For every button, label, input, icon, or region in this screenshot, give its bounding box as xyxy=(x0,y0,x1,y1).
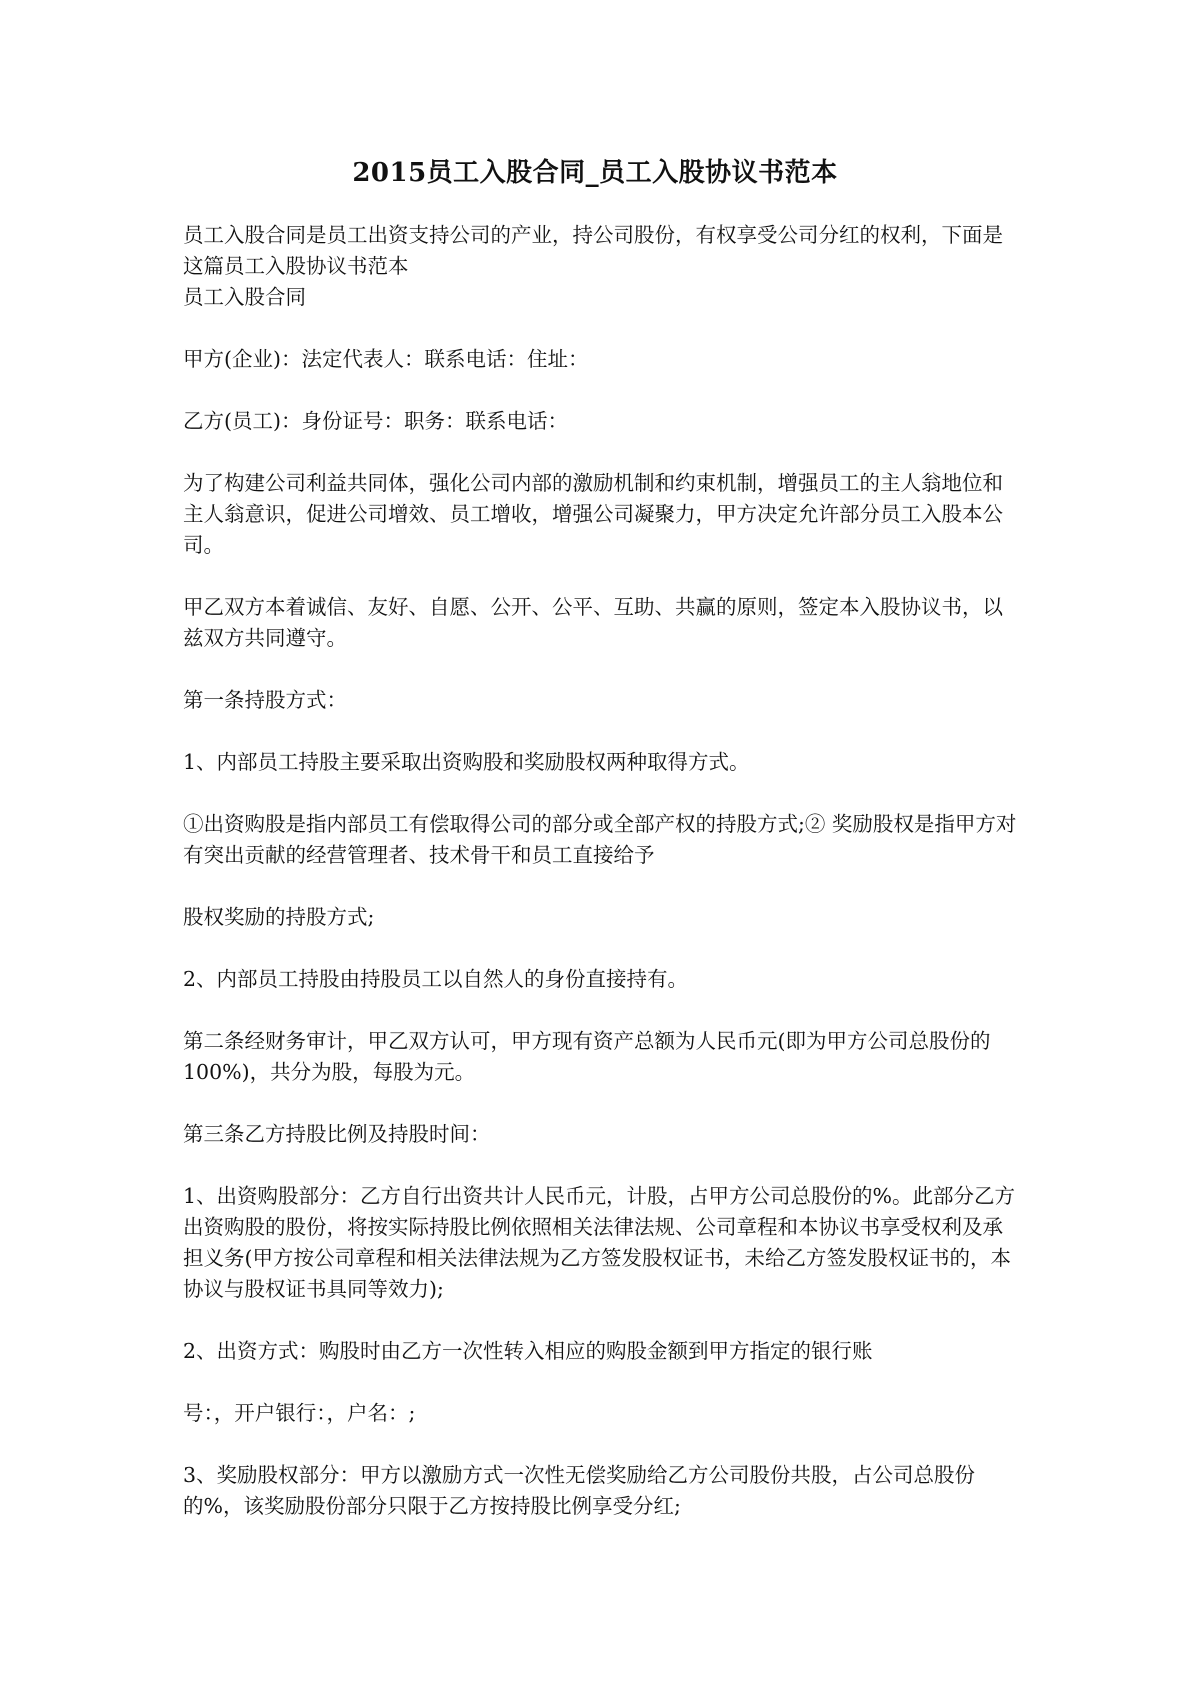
paragraph-article-2: 第二条经财务审计，甲乙双方认可，甲方现有资产总额为人民币元(即为甲方公司总股份的 100%)，共分为股，每股为元。 xyxy=(183,1029,998,1084)
paragraph-article-3: 第三条乙方持股比例及持股时间： xyxy=(183,1122,491,1146)
document-title: 2015员工入股合同_员工入股协议书范本 xyxy=(352,158,838,188)
paragraph-article-3-item-1: 1、出资购股部分：乙方自行出资共计人民币元，计股，占甲方公司总股份的%。此部分乙方出资购股的股份，将按实际持股比例依照相关法律法规、公司章程和本协议书享受权利及承担义务(甲方按公司章程和相关法律法规为乙方签发股权证书，未给乙方签发股权证书的，本协议与股权证书具同等效力); xyxy=(183,1184,1016,1301)
paragraph-article-3-item-3: 3、奖励股权部分：甲方以激励方式一次性无偿奖励给乙方公司股份共股，占公司总股份的%，该奖励股份部分只限于乙方按持股比例享受分红; xyxy=(183,1463,976,1518)
paragraph-contract-heading: 员工入股合同 xyxy=(183,285,306,309)
paragraph-article-1-definitions: ①出资购股是指内部员工有偿取得公司的部分或全部产权的持股方式;② 奖励股权是指甲方对有突出贡献的经营管理者、技术骨干和员工直接给予 xyxy=(183,812,1017,867)
paragraph-party-b: 乙方(员工)：身份证号：职务：联系电话： xyxy=(183,409,568,433)
document-body xyxy=(183,220,1023,1522)
paragraph-article-1-item-2: 2、内部员工持股由持股员工以自然人的身份直接持有。 xyxy=(183,967,689,991)
paragraph-intro: 员工入股合同是员工出资支持公司的产业，持公司股份，有权享受公司分红的权利，下面是这篇员工入股协议书范本 xyxy=(183,223,1003,278)
paragraph-article-1-item-1: 1、内部员工持股主要采取出资购股和奖励股权两种取得方式。 xyxy=(183,750,750,774)
paragraph-principles: 甲乙双方本着诚信、友好、自愿、公开、公平、互助、共赢的原则，签定本入股协议书，以兹双方共同遵守。 xyxy=(183,595,1003,650)
paragraph-article-3-item-2-cont: 号：，开户银行：，户名：; xyxy=(183,1401,416,1425)
paragraph-purpose: 为了构建公司利益共同体，强化公司内部的激励机制和约束机制，增强员工的主人翁地位和主人翁意识，促进公司增效、员工增收，增强公司凝聚力，甲方决定允许部分员工入股本公司。 xyxy=(183,471,1003,557)
paragraph-party-a: 甲方(企业)：法定代表人：联系电话：住址： xyxy=(183,347,589,371)
paragraph-article-1-definitions-cont: 股权奖励的持股方式; xyxy=(183,905,375,929)
paragraph-article-3-item-2: 2、出资方式：购股时由乙方一次性转入相应的购股金额到甲方指定的银行账 xyxy=(183,1339,873,1363)
paragraph-article-1: 第一条持股方式： xyxy=(183,688,347,712)
